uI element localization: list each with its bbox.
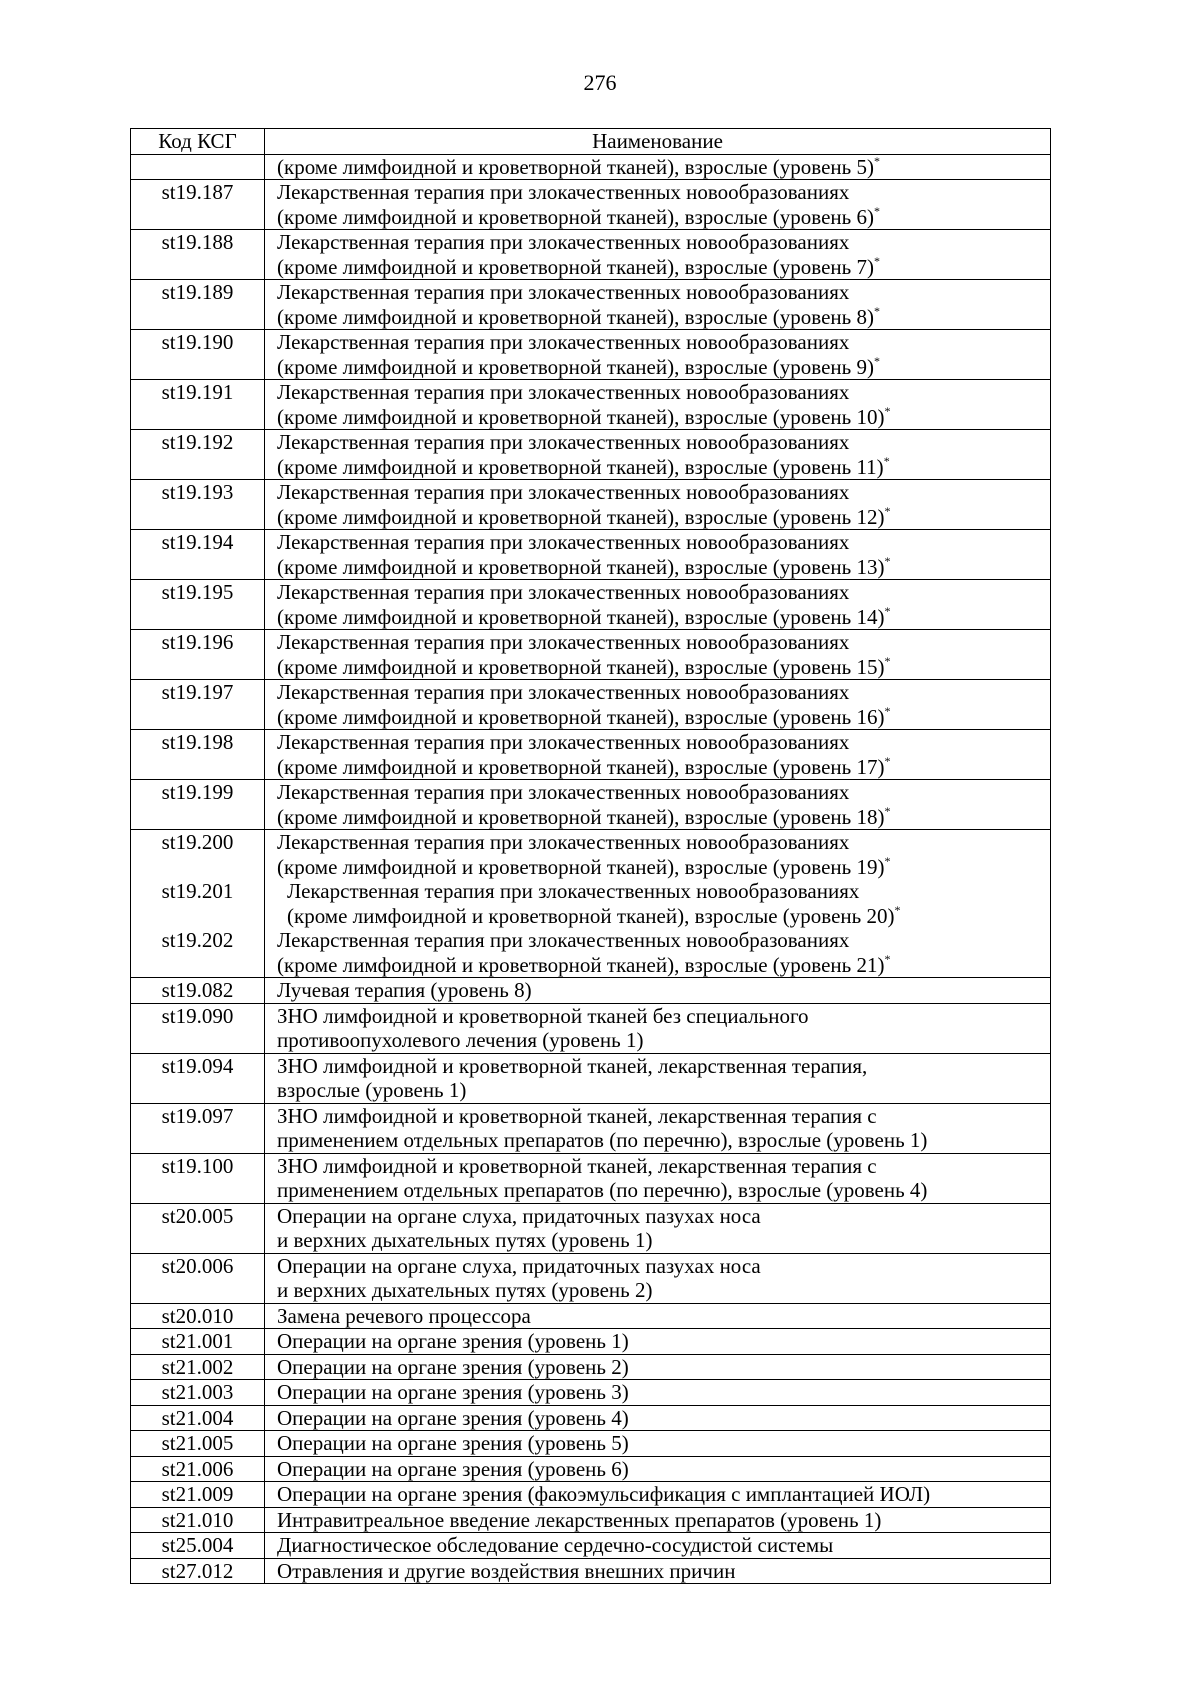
ksg-name-line [277, 879, 1050, 904]
footnote-asterisk: * [873, 153, 880, 168]
table-row [131, 1103, 1051, 1153]
table-row [131, 1354, 1051, 1380]
ksg-name-text: Интравитреальное введение лекарственных препаратов (уровень 1) [277, 1507, 882, 1532]
ksg-name-cell [265, 1053, 1051, 1103]
table-row [131, 830, 1051, 978]
ksg-name-cell [265, 1533, 1051, 1559]
ksg-name-text: Лекарственная терапия при злокачественных новообразованиях [277, 580, 850, 604]
ksg-code-cell [131, 230, 265, 280]
ksg-name-text: Лучевая терапия (уровень 8) [277, 978, 532, 1002]
ksg-code: st19.187 [161, 180, 234, 204]
ksg-name-line [277, 1178, 1050, 1203]
ksg-name-text: Лекарственная терапия при злокачественных новообразованиях [277, 780, 850, 804]
table-row [131, 380, 1051, 430]
ksg-name-text: Замена речевого процессора [277, 1303, 531, 1328]
ksg-name-text: применением отдельных препаратов (по перечню), взрослые (уровень 4) [277, 1178, 928, 1202]
ksg-name-text: Операции на органе зрения (уровень 5) [277, 1431, 629, 1455]
footnote-asterisk: * [884, 951, 891, 966]
ksg-code [131, 904, 264, 929]
table-row [131, 730, 1051, 780]
footnote-asterisk: * [884, 553, 891, 568]
ksg-code: st21.004 [161, 1405, 234, 1430]
ksg-name-cell [265, 1354, 1051, 1380]
ksg-name-cell [265, 978, 1051, 1004]
ksg-code-cell [131, 280, 265, 330]
ksg-code: st19.082 [161, 978, 234, 1002]
ksg-name-cell [265, 430, 1051, 480]
ksg-code-cell [131, 1253, 265, 1303]
table-row [131, 1431, 1051, 1457]
ksg-name-line [277, 705, 1050, 730]
ksg-name-line [277, 330, 1050, 355]
table-row [131, 978, 1051, 1004]
ksg-name-cell [265, 630, 1051, 680]
header-code: Код КСГ [131, 129, 265, 155]
ksg-name-cell [265, 1456, 1051, 1482]
table-row [131, 530, 1051, 580]
ksg-name-line [277, 480, 1050, 505]
ksg-code-cell [131, 180, 265, 230]
ksg-code: st19.198 [161, 730, 234, 754]
ksg-code: st19.189 [161, 280, 234, 304]
ksg-code [131, 855, 264, 880]
table-row [131, 680, 1051, 730]
header-name: Наименование [265, 129, 1051, 155]
ksg-name-line [277, 1304, 1050, 1329]
ksg-name-cell [265, 480, 1051, 530]
ksg-name-line [277, 1533, 1050, 1558]
ksg-name-cell [265, 1103, 1051, 1153]
ksg-name-cell [265, 680, 1051, 730]
ksg-name-text: Диагностическое обследование сердечно-сосудистой системы [277, 1533, 834, 1557]
ksg-name-line [277, 780, 1050, 805]
table-row [131, 280, 1051, 330]
ksg-name-line [277, 1380, 1050, 1405]
table-row [131, 154, 1051, 180]
footnote-asterisk: * [894, 902, 901, 917]
ksg-name-text: ЗНО лимфоидной и кроветворной тканей без специального [277, 1003, 809, 1028]
ksg-code: st27.012 [161, 1558, 234, 1583]
ksg-name-text: ЗНО лимфоидной и кроветворной тканей, лекарственная терапия с [277, 1103, 877, 1128]
table-row [131, 780, 1051, 830]
ksg-name-cell [265, 1329, 1051, 1355]
ksg-name-text: взрослые (уровень 1) [277, 1078, 467, 1102]
ksg-name-cell [265, 830, 1051, 978]
footnote-asterisk: * [883, 453, 890, 468]
ksg-name-line [277, 1154, 1050, 1179]
footnote-asterisk: * [884, 403, 891, 418]
ksg-name-text: Лекарственная терапия при злокачественных новообразованиях [277, 430, 850, 454]
ksg-name-text: (кроме лимфоидной и кроветворной тканей), взрослые (уровень 12) [277, 504, 885, 529]
ksg-name-line [277, 555, 1050, 580]
ksg-name-text: Операции на органе слуха, придаточных пазухах носа [277, 1203, 761, 1228]
ksg-name-line [277, 928, 1050, 953]
ksg-name-text: Лекарственная терапия при злокачественных новообразованиях [277, 330, 850, 354]
ksg-code: st19.197 [161, 680, 234, 704]
footnote-asterisk: * [884, 803, 891, 818]
ksg-code: st19.191 [161, 380, 234, 404]
ksg-name-line [277, 655, 1050, 680]
ksg-name-line [277, 755, 1050, 780]
ksg-name-text: (кроме лимфоидной и кроветворной тканей), взрослые (уровень 11) [277, 454, 884, 479]
ksg-code: st21.009 [161, 1482, 234, 1506]
ksg-name-line [277, 380, 1050, 405]
ksg-name-line [277, 1104, 1050, 1129]
ksg-code: st19.194 [161, 530, 234, 554]
ksg-name-cell [265, 1153, 1051, 1203]
ksg-name-text: Операции на органе зрения (уровень 6) [277, 1456, 629, 1481]
ksg-name-line [277, 455, 1050, 480]
ksg-code-cell [131, 154, 265, 180]
ksg-code-cell [131, 430, 265, 480]
footnote-asterisk: * [873, 253, 880, 268]
ksg-name-line [277, 605, 1050, 630]
ksg-name-cell [265, 1003, 1051, 1053]
ksg-name-line [277, 1004, 1050, 1029]
ksg-name-line [277, 1457, 1050, 1482]
ksg-name-text: Лекарственная терапия при злокачественных новообразованиях [277, 680, 850, 704]
ksg-code [131, 953, 264, 978]
ksg-name-text: Лекарственная терапия при злокачественных новообразованиях [287, 879, 860, 903]
table-row [131, 1558, 1051, 1584]
ksg-code-cell [131, 730, 265, 780]
ksg-name-cell [265, 1558, 1051, 1584]
ksg-name-text: Лекарственная терапия при злокачественных новообразованиях [277, 830, 850, 854]
table-row [131, 330, 1051, 380]
ksg-name-line [277, 505, 1050, 530]
ksg-name-cell [265, 1253, 1051, 1303]
ksg-code-cell [131, 780, 265, 830]
ksg-name-line [277, 1028, 1050, 1053]
ksg-name-text: (кроме лимфоидной и кроветворной тканей), взрослые (уровень 21) [277, 952, 885, 977]
ksg-name-text: (кроме лимфоидной и кроветворной тканей), взрослые (уровень 9) [277, 354, 874, 379]
ksg-name-line [277, 255, 1050, 280]
ksg-name-line [277, 205, 1050, 230]
ksg-code: st19.100 [161, 1153, 234, 1178]
ksg-code-cell [131, 1053, 265, 1103]
table-row [131, 1253, 1051, 1303]
ksg-code: st19.188 [161, 230, 234, 254]
ksg-code-cell [131, 530, 265, 580]
ksg-name-cell [265, 580, 1051, 630]
ksg-name-text: (кроме лимфоидной и кроветворной тканей), взрослые (уровень 19) [277, 854, 885, 879]
page-number: 276 [583, 70, 617, 95]
ksg-code-cell [131, 480, 265, 530]
ksg-name-line [277, 680, 1050, 705]
ksg-code: st21.005 [161, 1431, 234, 1455]
table-row [131, 1003, 1051, 1053]
ksg-name-text: Лекарственная терапия при злокачественных новообразованиях [277, 530, 850, 554]
ksg-code-cell [131, 1558, 265, 1584]
ksg-name-line [277, 1406, 1050, 1431]
ksg-name-line [277, 305, 1050, 330]
table-body [131, 154, 1051, 1584]
ksg-name-cell [265, 780, 1051, 830]
ksg-name-line [277, 280, 1050, 305]
ksg-name-cell [265, 530, 1051, 580]
ksg-name-line [277, 953, 1050, 978]
ksg-code: st19.090 [161, 1003, 234, 1028]
ksg-name-text: Лекарственная терапия при злокачественных новообразованиях [277, 180, 850, 204]
ksg-code: st20.005 [161, 1203, 234, 1228]
ksg-code-cell [131, 1431, 265, 1457]
ksg-name-cell [265, 1431, 1051, 1457]
ksg-code: st21.002 [161, 1354, 234, 1379]
ksg-name-cell [265, 280, 1051, 330]
ksg-name-line [277, 405, 1050, 430]
ksg-code-cell [131, 1003, 265, 1053]
ksg-name-line [277, 1329, 1050, 1354]
table-row [131, 1380, 1051, 1406]
ksg-name-text: и верхних дыхательных путях (уровень 2) [277, 1278, 653, 1302]
ksg-name-text: Лекарственная терапия при злокачественных новообразованиях [277, 928, 850, 952]
table-row [131, 480, 1051, 530]
ksg-name-cell [265, 154, 1051, 180]
ksg-name-cell [265, 180, 1051, 230]
ksg-code-cell [131, 830, 265, 978]
ksg-name-text: Отравления и другие воздействия внешних причин [277, 1558, 736, 1583]
ksg-name-line [277, 730, 1050, 755]
ksg-code: st21.001 [161, 1329, 234, 1353]
ksg-name-text: Операции на органе зрения (уровень 4) [277, 1405, 629, 1430]
ksg-code-cell [131, 580, 265, 630]
ksg-name-text: Лекарственная терапия при злокачественных новообразованиях [277, 480, 850, 504]
ksg-name-line [277, 1078, 1050, 1103]
ksg-name-line [277, 830, 1050, 855]
ksg-code: st19.190 [161, 330, 234, 354]
ksg-code-cell [131, 1203, 265, 1253]
ksg-code: st19.195 [161, 580, 234, 604]
ksg-name-line [277, 230, 1050, 255]
ksg-name-text: (кроме лимфоидной и кроветворной тканей), взрослые (уровень 16) [277, 704, 885, 729]
table-row [131, 1053, 1051, 1103]
ksg-code: st19.094 [161, 1053, 234, 1078]
table-row [131, 430, 1051, 480]
ksg-code: st20.010 [161, 1303, 234, 1328]
ksg-name-line [277, 904, 1050, 929]
table-row [131, 180, 1051, 230]
ksg-code-cell [131, 630, 265, 680]
table-row [131, 1507, 1051, 1533]
ksg-code: st20.006 [161, 1253, 234, 1278]
ksg-name-line [277, 805, 1050, 830]
ksg-code-cell [131, 978, 265, 1004]
ksg-name-line [277, 978, 1050, 1003]
ksg-name-text: Операции на органе зрения (факоэмульсификация с имплантацией ИОЛ) [277, 1482, 931, 1506]
ksg-code-cell [131, 680, 265, 730]
ksg-name-text: (кроме лимфоидной и кроветворной тканей), взрослые (уровень 15) [277, 654, 885, 679]
ksg-table [130, 128, 1051, 1584]
ksg-code-cell [131, 1329, 265, 1355]
ksg-code: st19.193 [161, 480, 234, 504]
table-row [131, 1533, 1051, 1559]
ksg-name-line [277, 430, 1050, 455]
ksg-name-line [277, 1128, 1050, 1153]
ksg-name-text: ЗНО лимфоидной и кроветворной тканей, лекарственная терапия, [277, 1053, 868, 1078]
ksg-name-line [277, 1508, 1050, 1533]
ksg-name-line [277, 180, 1050, 205]
table-row [131, 1456, 1051, 1482]
footnote-asterisk: * [873, 203, 880, 218]
ksg-name-text: (кроме лимфоидной и кроветворной тканей), взрослые (уровень 10) [277, 404, 885, 429]
table-row [131, 1303, 1051, 1329]
ksg-code: st21.003 [161, 1380, 234, 1404]
ksg-name-line [277, 1254, 1050, 1279]
ksg-name-text: Операции на органе зрения (уровень 3) [277, 1380, 629, 1404]
ksg-name-line [277, 355, 1050, 380]
ksg-name-text: Лекарственная терапия при злокачественных новообразованиях [277, 280, 850, 304]
ksg-name-cell [265, 230, 1051, 280]
ksg-name-line [277, 580, 1050, 605]
footnote-asterisk: * [873, 353, 880, 368]
ksg-code-cell [131, 330, 265, 380]
ksg-name-cell [265, 1482, 1051, 1508]
ksg-name-cell [265, 1203, 1051, 1253]
ksg-code-cell [131, 1405, 265, 1431]
ksg-name-text: (кроме лимфоидной и кроветворной тканей), взрослые (уровень 5) [277, 154, 874, 179]
ksg-name-line [277, 1431, 1050, 1456]
footnote-asterisk: * [873, 303, 880, 318]
ksg-name-text: Операции на органе зрения (уровень 2) [277, 1354, 629, 1379]
ksg-name-cell [265, 730, 1051, 780]
ksg-name-text: Лекарственная терапия при злокачественных новообразованиях [277, 230, 850, 254]
ksg-name-line [277, 1355, 1050, 1380]
ksg-name-line [277, 1482, 1050, 1507]
ksg-code-cell [131, 1380, 265, 1406]
table-row [131, 1203, 1051, 1253]
ksg-code: st19.202 [161, 928, 234, 952]
ksg-name-text: Операции на органе зрения (уровень 1) [277, 1329, 629, 1353]
ksg-name-text: (кроме лимфоидной и кроветворной тканей), взрослые (уровень 18) [277, 804, 885, 829]
ksg-name-text: применением отдельных препаратов (по перечню), взрослые (уровень 1) [277, 1128, 928, 1152]
ksg-name-line [277, 1559, 1050, 1584]
ksg-name-line [277, 155, 1050, 180]
ksg-code-cell [131, 1303, 265, 1329]
footnote-asterisk: * [884, 753, 891, 768]
ksg-code: st19.200 [161, 830, 234, 854]
table-row [131, 1405, 1051, 1431]
ksg-code-cell [131, 1507, 265, 1533]
ksg-name-line [277, 530, 1050, 555]
ksg-code-cell [131, 1456, 265, 1482]
ksg-code: st19.201 [161, 879, 234, 903]
footnote-asterisk: * [884, 853, 891, 868]
footnote-asterisk: * [884, 503, 891, 518]
ksg-name-cell [265, 1303, 1051, 1329]
ksg-name-cell [265, 1380, 1051, 1406]
ksg-name-text: противоопухолевого лечения (уровень 1) [277, 1028, 644, 1052]
ksg-name-line [277, 630, 1050, 655]
ksg-code-cell [131, 1482, 265, 1508]
footnote-asterisk: * [884, 653, 891, 668]
table-row [131, 1153, 1051, 1203]
table-row [131, 630, 1051, 680]
ksg-name-line [277, 1278, 1050, 1303]
ksg-name-text: Лекарственная терапия при злокачественных новообразованиях [277, 630, 850, 654]
footnote-asterisk: * [884, 703, 891, 718]
footnote-asterisk: * [884, 603, 891, 618]
ksg-code: st21.006 [161, 1456, 234, 1481]
ksg-name-cell [265, 1405, 1051, 1431]
ksg-name-text: Операции на органе слуха, придаточных пазухах носа [277, 1253, 761, 1278]
ksg-name-text: (кроме лимфоидной и кроветворной тканей), взрослые (уровень 13) [277, 554, 885, 579]
ksg-name-text: Лекарственная терапия при злокачественных новообразованиях [277, 730, 850, 754]
ksg-name-text: (кроме лимфоидной и кроветворной тканей), взрослые (уровень 20) [287, 903, 895, 928]
ksg-code: st19.097 [161, 1103, 234, 1128]
ksg-name-text: ЗНО лимфоидной и кроветворной тканей, лекарственная терапия с [277, 1153, 877, 1178]
ksg-code: st19.199 [161, 780, 234, 804]
ksg-code-cell [131, 1533, 265, 1559]
ksg-code-cell [131, 380, 265, 430]
ksg-name-text: Лекарственная терапия при злокачественных новообразованиях [277, 380, 850, 404]
table-row [131, 230, 1051, 280]
table-row [131, 580, 1051, 630]
ksg-code [131, 155, 264, 180]
ksg-name-text: (кроме лимфоидной и кроветворной тканей), взрослые (уровень 14) [277, 604, 885, 629]
ksg-name-cell [265, 1507, 1051, 1533]
ksg-name-cell [265, 330, 1051, 380]
ksg-code-cell [131, 1153, 265, 1203]
ksg-code: st19.196 [161, 630, 234, 654]
ksg-code: st21.010 [161, 1507, 234, 1532]
ksg-name-cell [265, 380, 1051, 430]
ksg-name-line [277, 1204, 1050, 1229]
ksg-name-text: (кроме лимфоидной и кроветворной тканей), взрослые (уровень 7) [277, 254, 874, 279]
table-row [131, 1482, 1051, 1508]
ksg-code-cell [131, 1354, 265, 1380]
ksg-name-text: (кроме лимфоидной и кроветворной тканей), взрослые (уровень 6) [277, 204, 874, 229]
ksg-name-line [277, 855, 1050, 880]
ksg-code-cell [131, 1103, 265, 1153]
ksg-name-line [277, 1054, 1050, 1079]
ksg-name-line [277, 1228, 1050, 1253]
table-header-row [131, 129, 1051, 155]
ksg-name-text: (кроме лимфоидной и кроветворной тканей), взрослые (уровень 17) [277, 754, 885, 779]
ksg-code: st25.004 [161, 1533, 234, 1557]
ksg-name-text: и верхних дыхательных путях (уровень 1) [277, 1228, 653, 1252]
ksg-name-text: (кроме лимфоидной и кроветворной тканей), взрослые (уровень 8) [277, 304, 874, 329]
table-row [131, 1329, 1051, 1355]
ksg-code: st19.192 [161, 430, 234, 454]
